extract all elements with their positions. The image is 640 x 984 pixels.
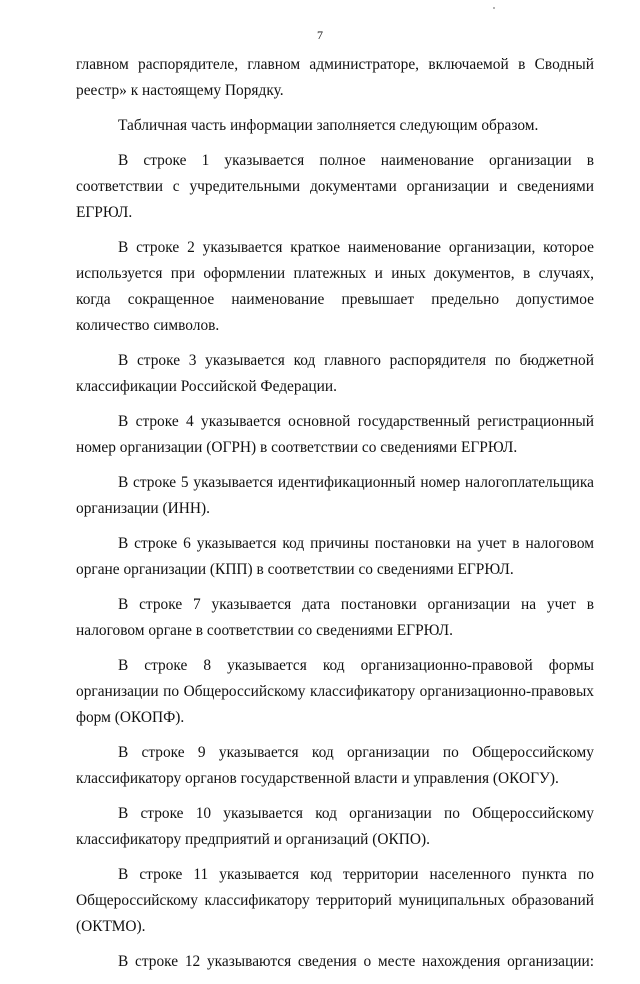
paragraph-row-7: В строке 7 указывается дата постановки организации на учет в налоговом органе в соответствии со сведениями ЕГРЮЛ. <box>76 596 594 639</box>
paragraph-row-5: В строке 5 указывается идентификационный номер налогоплательщика организации (ИНН). <box>76 474 594 517</box>
paragraph-row-11: В строке 11 указывается код территории населенного пункта по Общероссийскому классификатору территорий муниципальных образований (ОКТМО). <box>76 866 594 935</box>
scan-speck <box>493 7 495 9</box>
document-body <box>76 52 594 984</box>
paragraph-table-intro: Табличная часть информации заполняется следующим образом. <box>118 117 539 134</box>
paragraph-row-3: В строке 3 указывается код главного распорядителя по бюджетной классификации Российской Федерации. <box>76 352 594 395</box>
paragraph-row-4: В строке 4 указывается основной государственный регистрационный номер организации (ОГРН) в соответствии со сведениями ЕГРЮЛ. <box>76 413 594 456</box>
paragraph-row-9: В строке 9 указывается код организации по Общероссийскому классификатору органов государственной власти и управления (ОКОГУ). <box>76 744 594 787</box>
paragraph-row-1: В строке 1 указывается полное наименование организации в соответствии с учредительными документами организации и сведениями ЕГРЮЛ. <box>76 152 594 221</box>
paragraph-row-2: В строке 2 указывается краткое наименование организации, которое используется при оформлении платежных и иных документов, в случаях, когда сокращенное наименование превышает предельно допустимое количество символов. <box>76 239 594 334</box>
paragraph-row-8: В строке 8 указывается код организационно-правовой формы организации по Общероссийскому классификатору организационно-правовых форм (ОКОПФ). <box>76 657 594 726</box>
paragraph-row-12: В строке 12 указываются сведения о месте нахождения организации: <box>118 953 594 970</box>
paragraph-row-10: В строке 10 указывается код организации по Общероссийскому классификатору предприятий и организаций (ОКПО). <box>76 805 594 848</box>
paragraph-row-6: В строке 6 указывается код причины постановки на учет в налоговом органе организации (КПП) в соответствии со сведениями ЕГРЮЛ. <box>76 535 594 578</box>
paragraph-continuation: главном распорядителе, главном администраторе, включаемой в Сводный реестр» к настоящему Порядку. <box>76 56 594 99</box>
page-number: 7 <box>317 28 323 42</box>
